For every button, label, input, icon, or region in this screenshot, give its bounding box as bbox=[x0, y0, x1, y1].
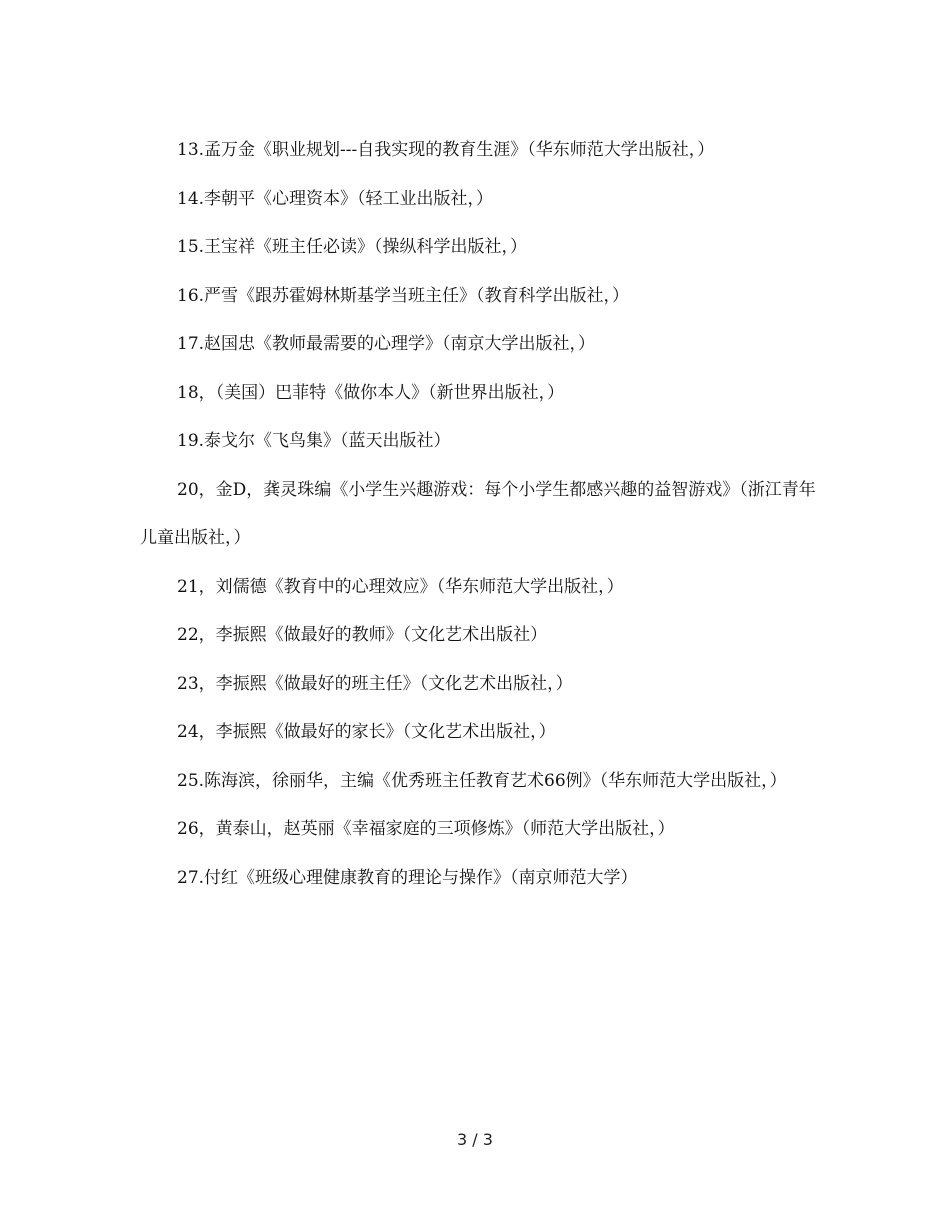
reference-item-23: 23，李振熙《做最好的班主任》（文化艺术出版社，） bbox=[177, 673, 573, 694]
page-number: 3 / 3 bbox=[457, 1130, 493, 1149]
reference-item-17: 17.赵国忠《教师最需要的心理学》（南京大学出版社，） bbox=[177, 334, 596, 354]
reference-item-22: 22，李振熙《做最好的教师》（文化艺术出版社） bbox=[177, 625, 548, 645]
reference-item-19: 19.泰戈尔《飞鸟集》（蓝天出版社） bbox=[177, 431, 451, 451]
reference-item-25: 25.陈海滨，徐丽华，主编《优秀班主任教育艺术66例》（华东师范大学出版社，） bbox=[177, 770, 787, 791]
reference-item-16: 16.严雪《跟苏霍姆林斯基学当班主任》（教育科学出版社，） bbox=[177, 285, 630, 306]
reference-item-13: 13.孟万金《职业规划---自我实现的教育生涯》（华东师范大学出版社，） bbox=[177, 140, 715, 160]
reference-item-14: 14.李朝平《心理资本》（轻工业出版社，） bbox=[177, 188, 494, 209]
reference-item-26: 26，黄泰山，赵英丽《幸福家庭的三项修炼》（师范大学出版社，） bbox=[177, 819, 675, 839]
reference-item-27: 27.付红《班级心理健康教育的理论与操作》（南京师范大学） bbox=[177, 867, 638, 888]
reference-item-15: 15.王宝祥《班主任必读》（操纵科学出版社，） bbox=[177, 237, 528, 257]
reference-item-18: 18，（美国）巴菲特《做你本人》（新世界出版社，） bbox=[177, 382, 565, 403]
reference-item-24: 24，李振熙《做最好的家长》（文化艺术出版社，） bbox=[177, 722, 556, 742]
reference-list bbox=[140, 126, 820, 902]
reference-item-21: 21，刘儒德《教育中的心理效应》（华东师范大学出版社，） bbox=[177, 576, 624, 597]
reference-item-20: 20，金D，龚灵珠编《小学生兴趣游戏：每个小学生都感兴趣的益智游戏》（浙江青年儿童出版社，） bbox=[140, 479, 816, 548]
